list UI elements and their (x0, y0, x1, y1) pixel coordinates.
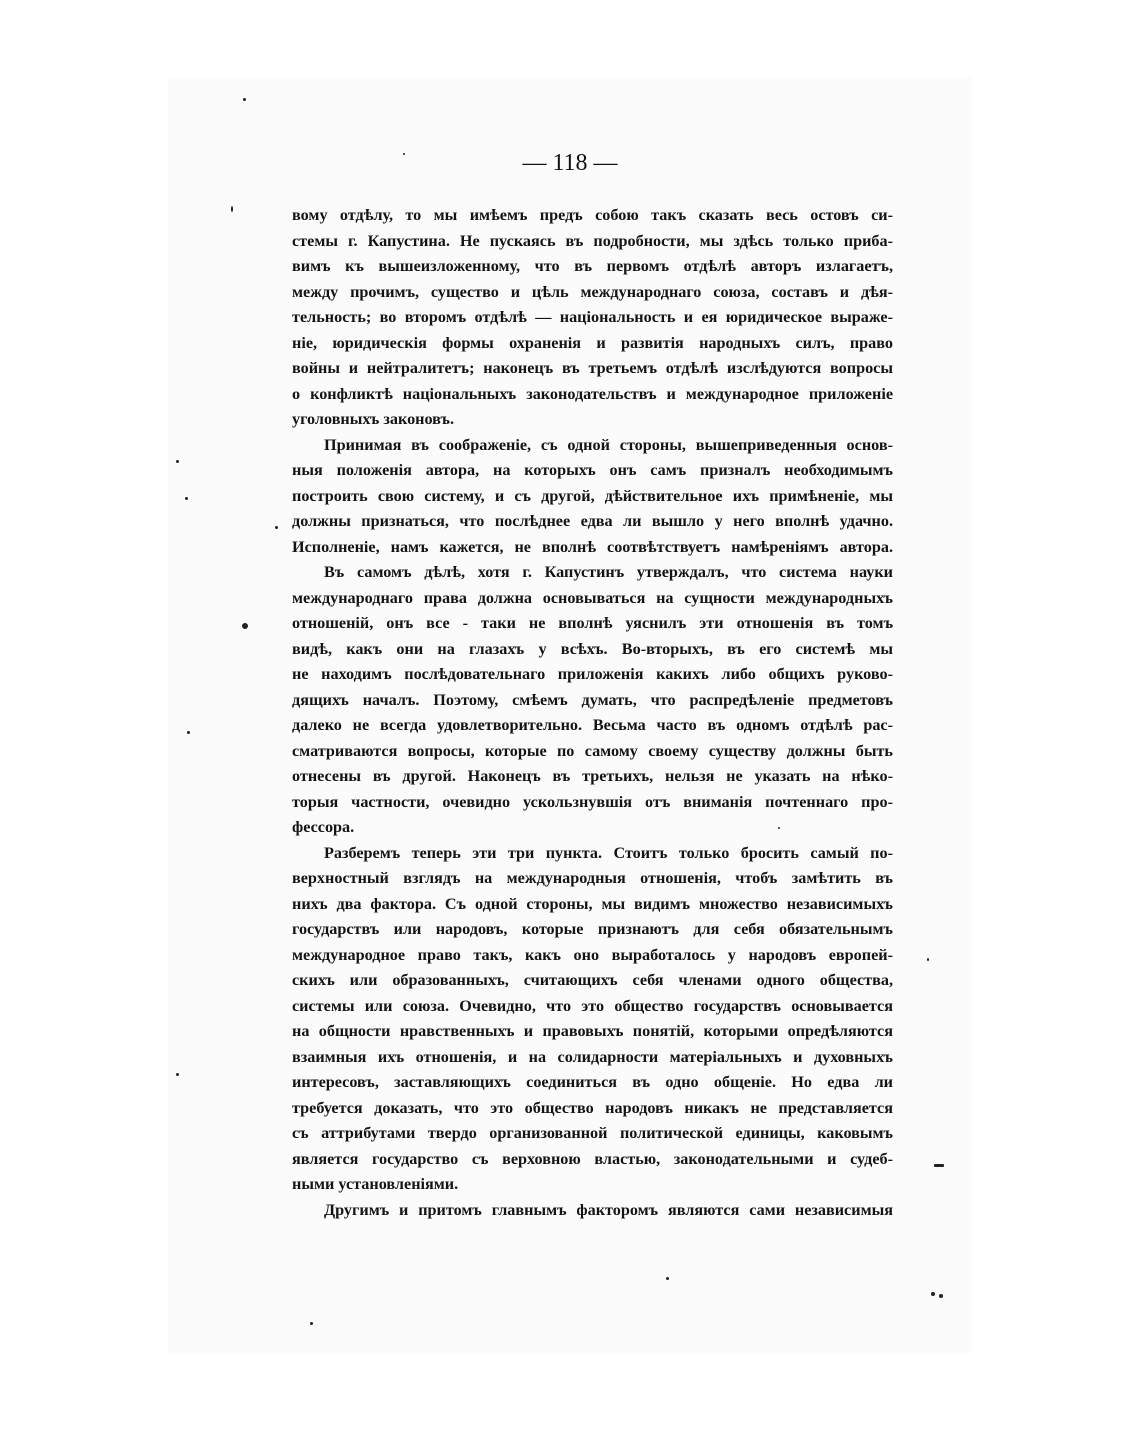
text-line: государствъ или народовъ, которые признаютъ для себя обязательнымъ (292, 920, 893, 938)
text-line: отношеній, онъ все - таки не вполнѣ уяснилъ эти отношенія въ томъ (292, 614, 893, 632)
text-line: Исполненіе, намъ кажется, не вполнѣ соотвѣтствуетъ намѣреніямъ автора. (292, 537, 893, 556)
text-line: системы или союза. Очевидно, что это общество государствъ основывается (292, 996, 893, 1015)
text-line: торыя частности, очевидно ускользнувшія отъ вниманія почтеннаго про- (292, 792, 893, 811)
text-line: отнесены въ другой. Наконецъ въ третьихъ, нельзя не указать на нѣко- (292, 767, 893, 785)
text-line: войны и нейтралитетъ; наконецъ въ третьемъ отдѣлѣ изслѣдуются вопросы (292, 359, 893, 377)
paragraph-start-line: Разберемъ теперь эти три пункта. Стоитъ только бросить самый по- (324, 843, 893, 862)
scan-speck (927, 958, 929, 961)
text-line: далеко не всегда удовлетворительно. Весьма часто въ одномъ отдѣлѣ рас- (292, 716, 893, 734)
text-line: на общности нравственныхъ и правовыхъ понятій, которыми опредѣляются (292, 1022, 893, 1040)
scan-speck (778, 827, 780, 829)
text-line: ныя положенія автора, на которыхъ онъ самъ призналъ необходимымъ (292, 461, 893, 479)
scan-speck (931, 1292, 935, 1296)
text-line: ніе, юридическія формы охраненія и развитія народныхъ силъ, право (292, 333, 893, 352)
text-line: нихъ два фактора. Съ одной стороны, мы видимъ множество независимыхъ (292, 894, 893, 913)
scan-speck (934, 1164, 944, 1167)
scan-speck (243, 98, 246, 101)
text-line: тельность; во второмъ отдѣлѣ — національность и ея юридическое выраже- (292, 308, 893, 326)
page-number: — 118 — (522, 150, 618, 176)
scan-speck (275, 526, 278, 529)
paragraph-start-line: Другимъ и притомъ главнымъ факторомъ являются сами независимыя (324, 1200, 893, 1219)
text-line: видѣ, какъ они на глазахъ у всѣхъ. Во-вторыхъ, въ его системѣ мы (292, 639, 893, 658)
body-text (292, 203, 893, 1223)
text-line: о конфликтѣ національныхъ законодательствъ и международное приложеніе (292, 384, 893, 403)
text-line: не находимъ послѣдовательнаго приложенія какихъ либо общихъ руково- (292, 665, 893, 683)
text-line: сматриваются вопросы, которые по самому своему существу должны быть (292, 741, 893, 760)
scan-speck (187, 731, 190, 734)
text-line: должны признаться, что послѣднее едва ли вышло у него вполнѣ удачно. (292, 512, 893, 530)
text-line: стемы г. Капустина. Не пускаясь въ подробности, мы здѣсь только прибa- (292, 231, 893, 250)
text-line: вому отдѣлу, то мы имѣемъ предъ собою такъ сказать весь остовъ си- (292, 206, 893, 224)
text-line: интересовъ, заставляющихъ соединиться въ одно общеніе. Но едва ли (292, 1073, 893, 1091)
text-line: съ аттрибутами твердо организованной политической единицы, каковымъ (292, 1124, 893, 1142)
scan-speck (310, 1322, 313, 1325)
scan-speck (231, 206, 233, 212)
text-line: между прочимъ, существо и цѣль международнаго союза, составъ и дѣя- (292, 282, 893, 301)
scan-speck (176, 460, 179, 463)
text-line: международнаго права должна основываться на сущности международныхъ (292, 588, 893, 607)
text-line: международное право такъ, какъ оно выработалось у народовъ европей- (292, 945, 893, 964)
text-line: вимъ къ вышеизложенному, что въ первомъ отдѣлѣ авторъ излагаетъ, (292, 257, 893, 275)
text-line: верхностный взглядъ на международныя отношенія, чтобъ замѣтить въ (292, 869, 893, 887)
text-line: уголовныхъ законовъ. (292, 410, 455, 428)
scan-speck (185, 497, 188, 500)
scan-speck (939, 1294, 943, 1298)
scan-speck (666, 1277, 669, 1280)
paragraph-start-line: Въ самомъ дѣлѣ, хотя г. Капустинъ утверждалъ, что система науки (324, 563, 893, 581)
text-line: является государство съ верховною властью, законодательными и судеб- (292, 1149, 893, 1168)
text-line: ными установленіями. (292, 1175, 459, 1193)
text-line: фессора. (292, 818, 355, 836)
text-line: дящихъ началъ. Поэтому, смѣемъ думать, что распредѣленіе предметовъ (292, 690, 893, 709)
scan-speck (176, 1073, 179, 1076)
paragraph-start-line: Принимая въ соображеніе, съ одной стороны, вышеприведенныя основ- (324, 435, 893, 454)
scan-speck (242, 623, 248, 629)
scan-speck (403, 153, 405, 155)
text-line: построить свою систему, и съ другой, дѣйствительное ихъ примѣненіе, мы (292, 486, 893, 505)
text-line: скихъ или образованныхъ, считающихъ себя членами одного общества, (292, 971, 893, 989)
text-line: требуется доказать, что это общество народовъ никакъ не представляется (292, 1098, 893, 1117)
text-line: взаимныя ихъ отношенія, и на солидарности матеріальныхъ и духовныхъ (292, 1047, 893, 1066)
